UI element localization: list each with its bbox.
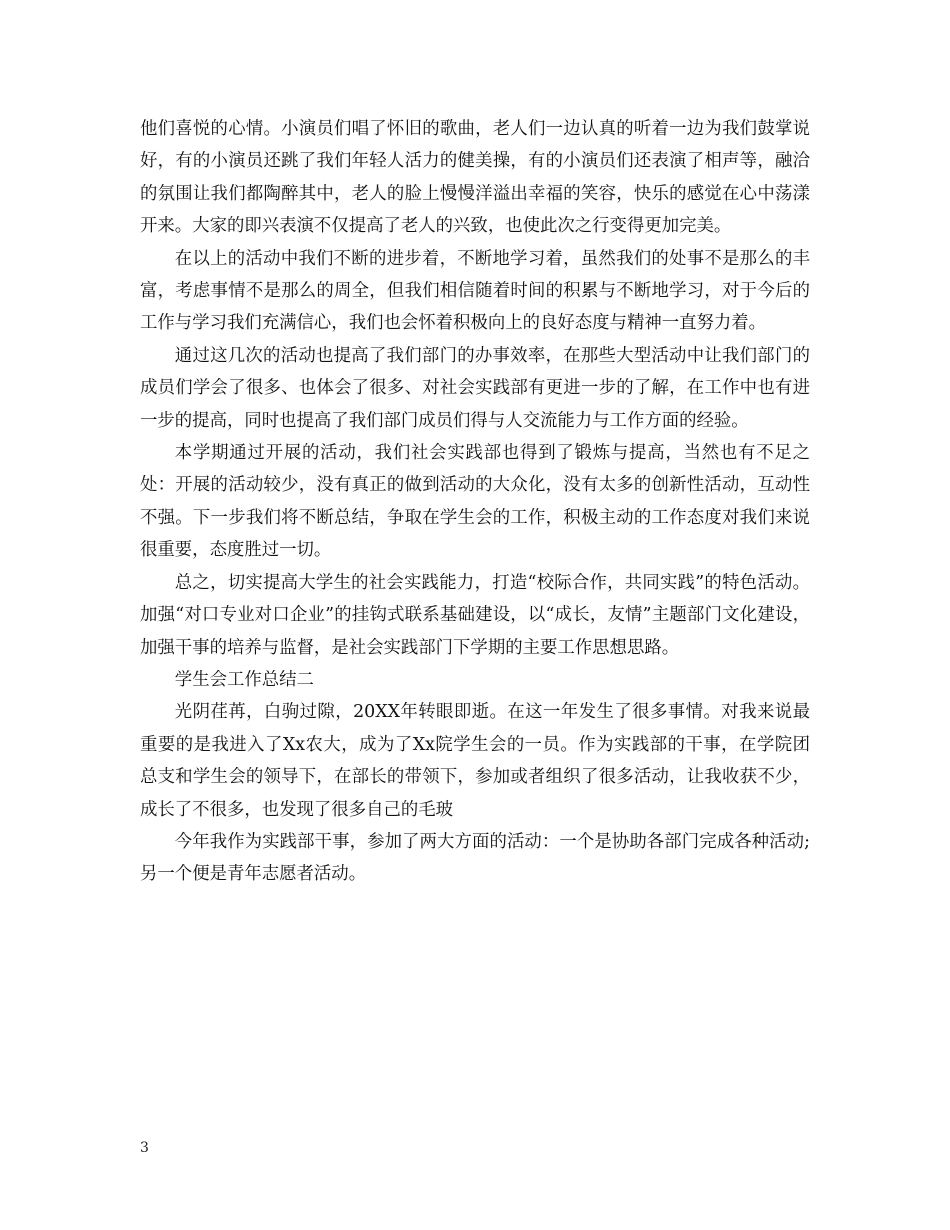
- paragraph-1: 他们喜悦的心情。小演员们唱了怀旧的歌曲，老人们一边认真的听着一边为我们鼓掌说好，有的小演员还跳了我们年轻人活力的健美操，有的小演员们还表演了相声等，融洽的氛围让我们都陶醉其中，老人的脸上慢慢洋溢出幸福的笑容，快乐的感觉在心中荡漾开来。大家的即兴表演不仅提高了老人的兴致，也使此次之行变得更加完美。: [140, 119, 810, 237]
- document-body: [140, 113, 810, 891]
- paragraph-6: 光阴荏苒，白驹过隙，20XX年转眼即逝。在这一年发生了很多事情。对我来说最重要的是我进入了Xx农大，成为了Xx院学生会的一员。作为实践部的干事，在学院团总支和学生会的领导下，在部长的带领下，参加或者组织了很多活动，让我收获不少，成长了不很多，也发现了很多自己的毛玻: [140, 702, 810, 820]
- page-number: 3: [140, 1140, 149, 1156]
- paragraph-7: 今年我作为实践部干事，参加了两大方面的活动：一个是协助各部门完成各种活动;另一个便是青年志愿者活动。: [140, 831, 810, 885]
- paragraph-2: 在以上的活动中我们不断的进步着，不断地学习着，虽然我们的处事不是那么的丰富，考虑事情不是那么的周全，但我们相信随着时间的积累与不断地学习，对于今后的工作与学习我们充满信心，我们也会怀着积极向上的良好态度与精神一直努力着。: [140, 248, 810, 334]
- paragraph-5: 总之，切实提高大学生的社会实践能力，打造“校际合作，共同实践”的特色活动。加强“对口专业对口企业”的挂钩式联系基础建设，以“成长，友情”主题部门文化建设，加强干事的培养与监督，是社会实践部门下学期的主要工作思想思路。: [140, 572, 810, 658]
- section-title: 学生会工作总结二: [174, 669, 314, 690]
- paragraph-3: 通过这几次的活动也提高了我们部门的办事效率，在那些大型活动中让我们部门的成员们学会了很多、也体会了很多、对社会实践部有更进一步的了解，在工作中也有进一步的提高，同时也提高了我们部门成员们得与人交流能力与工作方面的经验。: [140, 345, 810, 431]
- paragraph-4: 本学期通过开展的活动，我们社会实践部也得到了锻炼与提高，当然也有不足之处：开展的活动较少，没有真正的做到活动的大众化，没有太多的创新性活动，互动性不强。下一步我们将不断总结，争取在学生会的工作，积极主动的工作态度对我们来说很重要，态度胜过一切。: [140, 443, 810, 561]
